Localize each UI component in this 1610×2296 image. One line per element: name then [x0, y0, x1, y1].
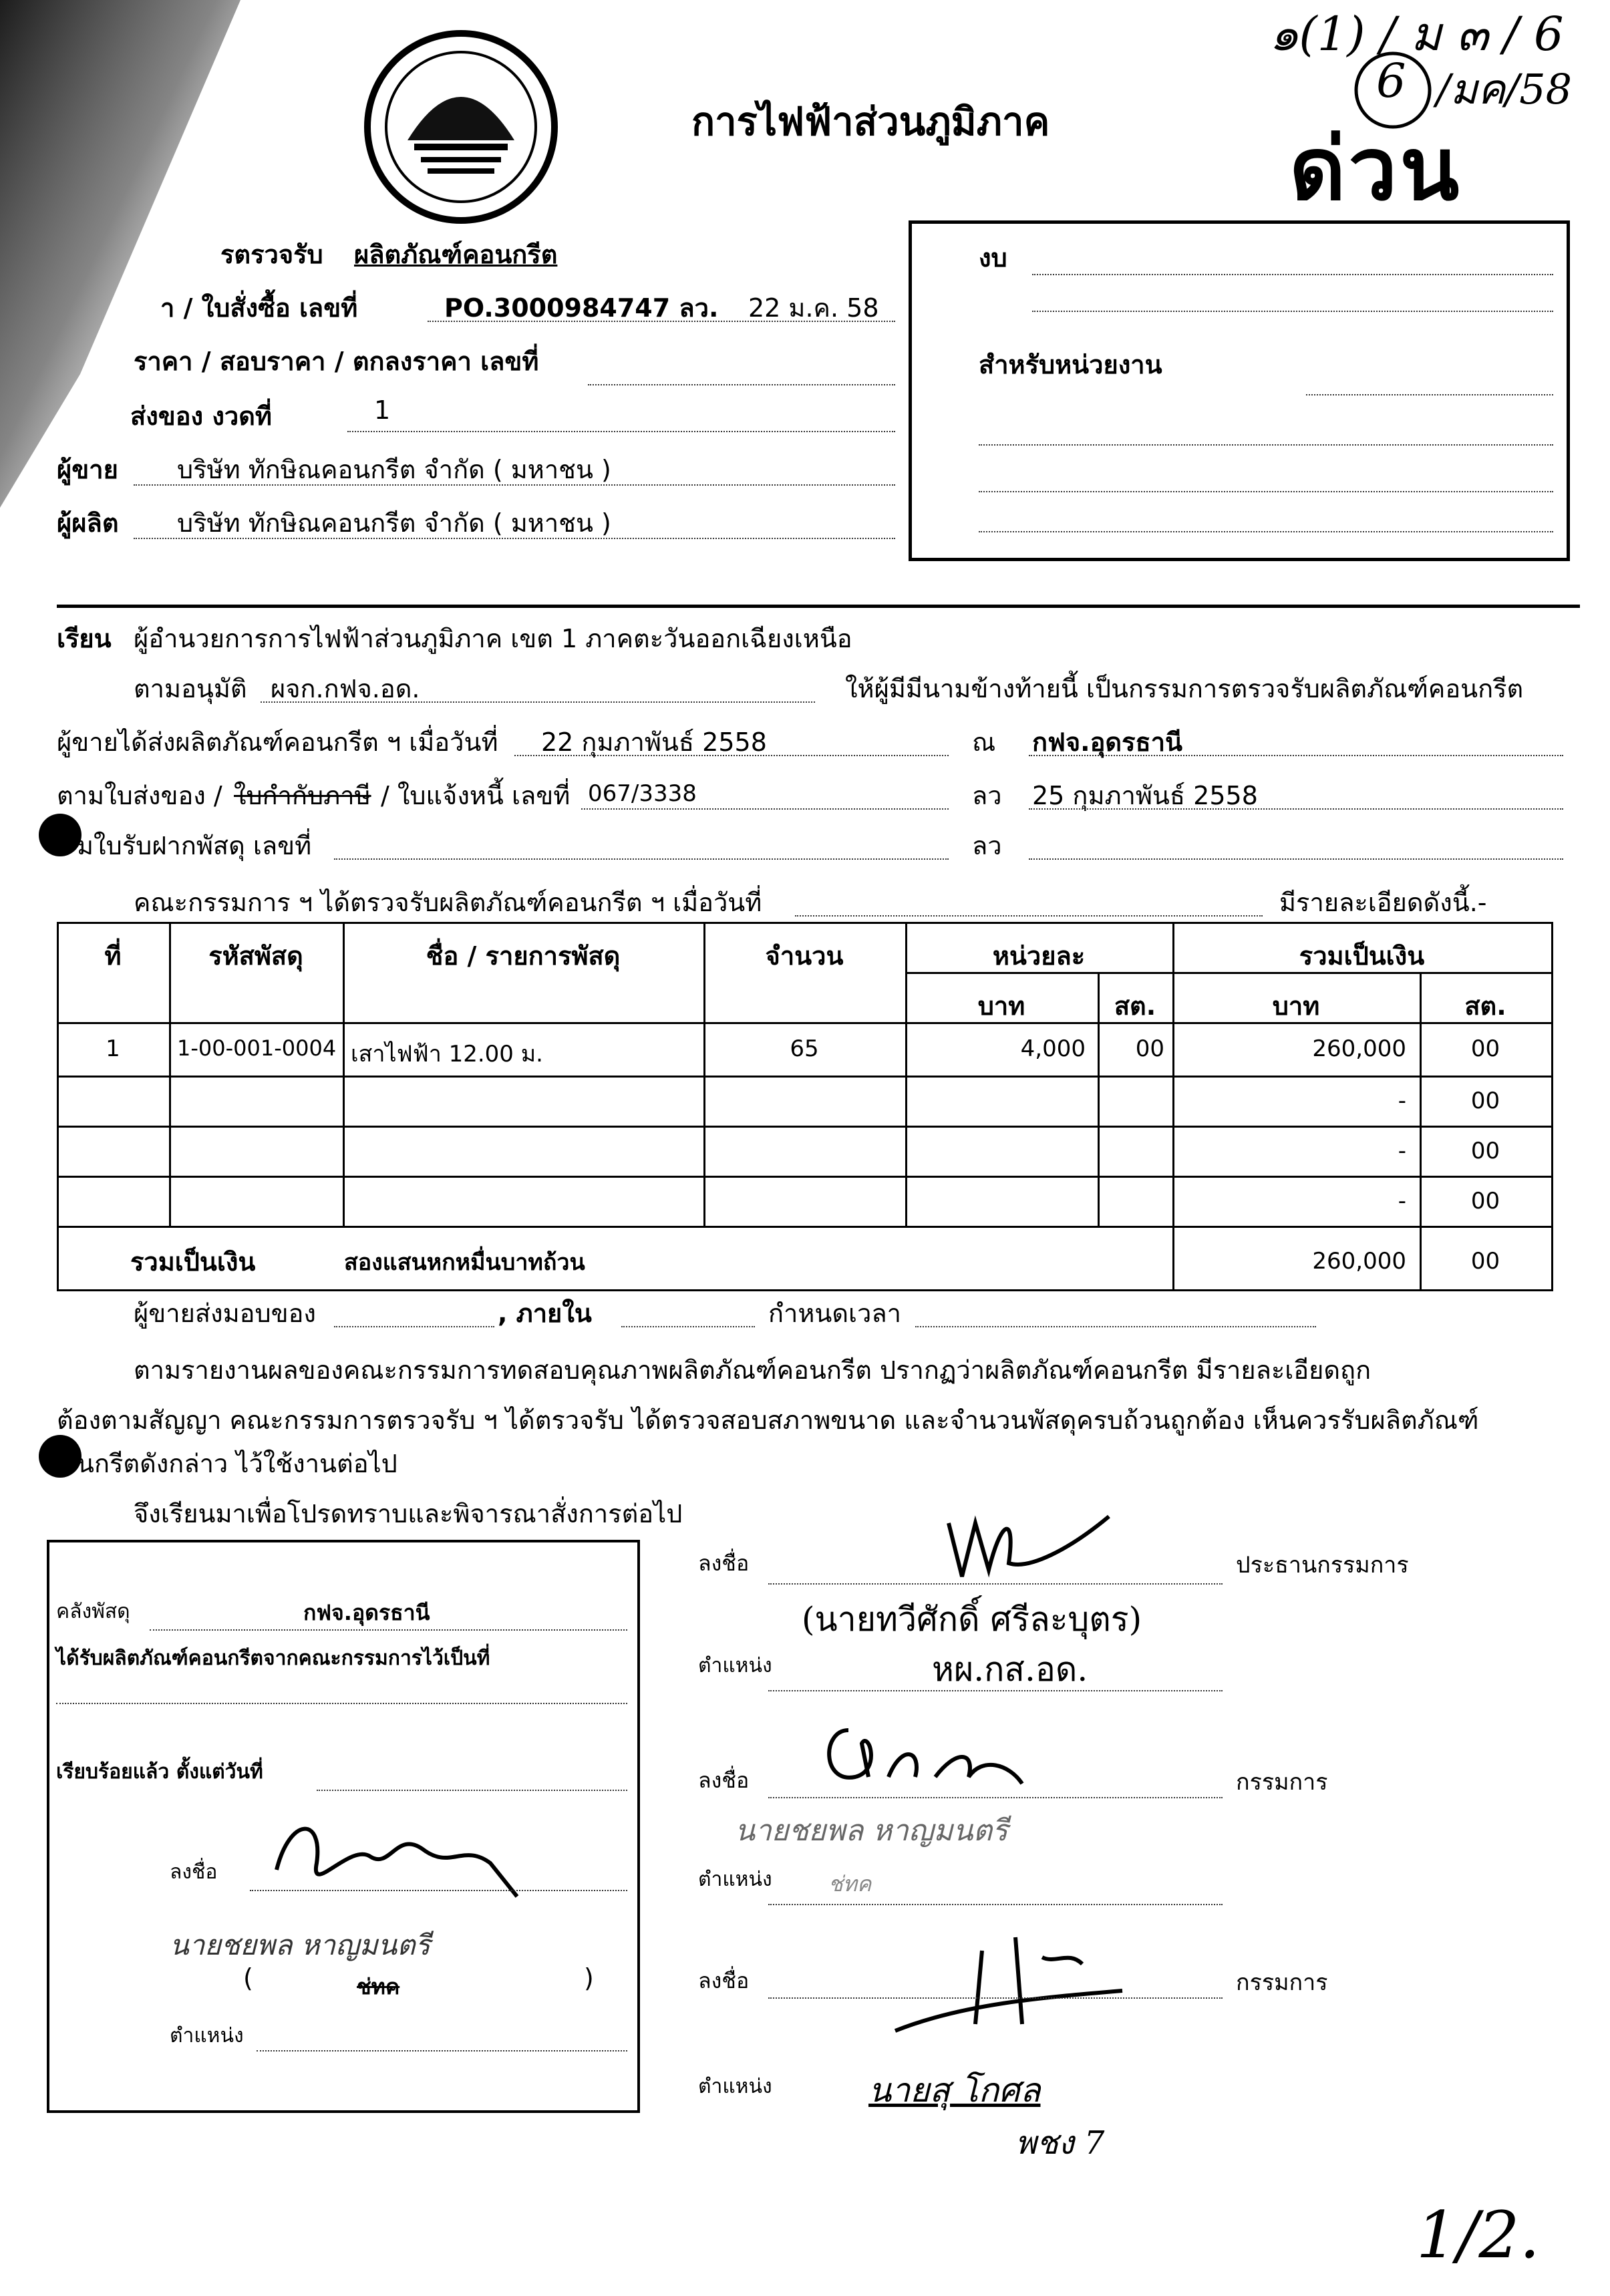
since-text: เรียบร้อยแล้ว ตั้งแต่วันที่	[56, 1760, 263, 1784]
handwritten-urgent: ด่วน	[1289, 118, 1462, 220]
name-2: นายชยพล หาญมนตรี	[735, 1814, 1008, 1848]
sum-words: สองแสนหกหมื่นบาทถ้วน	[344, 1249, 585, 1276]
cell-qty: 65	[790, 1035, 819, 1062]
cell-code: 1-00-001-0004	[177, 1035, 337, 1061]
para-2: ต้องตามสัญญา คณะกรรมการตรวจรับ ฯ ได้ตรวจรับ ได้ตรวจสอบสภาพขนาด และจำนวนพัสดุครบถ้วนถูกต้อง เห็นควรรับผลิตภัณฑ์	[57, 1406, 1479, 1435]
pos-label-3: ตำแหน่ง	[698, 2075, 772, 2098]
handwritten-ref: ๑(1) / ม ๓ / 6	[1269, 7, 1564, 61]
signature-1	[935, 1496, 1136, 1590]
delivery-label: ผู้ขายส่งมอบของ	[134, 1299, 316, 1328]
cell-price-satang: 00	[1135, 1035, 1164, 1062]
installment: 1	[374, 395, 391, 425]
items-table	[57, 922, 1553, 1289]
role-1: ประธานกรรมการ	[1236, 1552, 1409, 1579]
signature-3	[882, 1924, 1162, 2044]
cell-total-satang: 00	[1470, 1088, 1500, 1114]
para-3: นกรีตดังกล่าว ไว้ใช้งานต่อไป	[77, 1449, 397, 1478]
received-text: ได้รับผลิตภัณฑ์คอนกรีตจากคณะกรรมการไว้เป็นที่	[56, 1647, 490, 1670]
details-text: มีรายละเอียดดังนี้.-	[1279, 888, 1487, 917]
invoice-suffix: / ใบแจ้งหนี้ เลขที่	[381, 781, 571, 810]
maker-name: บริษัท ทักษิณคอนกรีต จำกัด ( มหาชน )	[177, 508, 611, 538]
th-satang: สต.	[1114, 991, 1156, 1021]
sign-label-2: ลงชื่อ	[698, 1768, 750, 1793]
sum-satang: 00	[1470, 1248, 1500, 1275]
po-label: า / ใบสั่งซื้อ เลขที่	[160, 293, 358, 323]
to-label: เรียน	[57, 624, 112, 653]
budget-label: งบ	[979, 243, 1007, 273]
inspect-text: คณะกรรมการ ฯ ได้ตรวจรับผลิตภัณฑ์คอนกรีต ฯ เมื่อวันที่	[134, 888, 762, 917]
storage-box	[47, 1540, 640, 2113]
cell-price-baht: 4,000	[1020, 1035, 1086, 1062]
th-satang-2: สต.	[1464, 991, 1506, 1021]
dated-label: ลว	[972, 781, 1002, 810]
signature-2	[808, 1703, 1089, 1804]
role-2: กรรมการ	[1236, 1769, 1328, 1796]
store-paren-close: )	[584, 1963, 594, 1993]
cell-name: เสาไฟฟ้า 12.00 ม.	[351, 1041, 543, 1068]
agency-box	[909, 220, 1570, 561]
handwritten-date: /มค/58	[1436, 65, 1573, 114]
form-title-prefix: รตรวจรับ	[220, 240, 323, 269]
to-text: ผู้อำนวยการการไฟฟ้าส่วนภูมิภาค เขต 1 ภาคตะวันออกเฉียงเหนือ	[134, 624, 852, 653]
po-number: PO.3000984747 ลว.	[444, 293, 719, 323]
pos-1: หผ.กส.อด.	[932, 1650, 1088, 1689]
pos-3b: พชง 7	[1015, 2124, 1105, 2162]
sent-label: ผู้ขายได้ส่งผลิตภัณฑ์คอนกรีต ฯ เมื่อวันที่	[57, 727, 498, 757]
cell-total-baht: -	[1398, 1088, 1406, 1114]
pos-label-1: ตำแหน่ง	[698, 1654, 772, 1677]
name-1: (นายทวีศักดิ์ ศรีละบุตร)	[802, 1600, 1142, 1639]
store-signer-title: ช่ทค	[357, 1974, 400, 1999]
cell-no: 1	[106, 1035, 120, 1062]
seller-name: บริษัท ทักษิณคอนกรีต จำกัด ( มหาชน )	[177, 455, 611, 484]
approval-by: ผจก.กฟจ.อด.	[271, 674, 420, 703]
dated-label-2: ลว	[972, 831, 1002, 860]
sum-label: รวมเป็นเงิน	[130, 1247, 256, 1277]
th-baht-2: บาท	[1272, 991, 1320, 1021]
pea-logo	[361, 27, 561, 227]
invoice-strike: ใบกำกับภาษี	[234, 781, 371, 810]
deposit-label: มใบรับฝากพัสดุ เลขที่	[77, 831, 312, 860]
store-sign-label: ลงชื่อ	[170, 1860, 218, 1884]
cell-total-baht: 260,000	[1312, 1035, 1406, 1062]
invoice-no: 067/3338	[588, 780, 697, 807]
cell-total-satang: 00	[1470, 1138, 1500, 1164]
seller-label: ผู้ขาย	[57, 455, 118, 484]
pos-2: ช่ทค	[828, 1871, 872, 1897]
at-place: กฟจ.อุดรธานี	[1032, 727, 1183, 757]
at-label: ณ	[972, 727, 996, 757]
within-label: , ภายใน	[498, 1299, 592, 1328]
role-3: กรรมการ	[1236, 1969, 1328, 1996]
th-qty: จำนวน	[765, 941, 844, 971]
th-baht: บาท	[977, 991, 1025, 1021]
sign-label-3: ลงชื่อ	[698, 1968, 750, 1993]
para-4: จึงเรียนมาเพื่อโปรดทราบและพิจารณาสั่งการต่อไป	[134, 1499, 683, 1528]
committee-text: ให้ผู้มีมีนามข้างท้ายนี้ เป็นกรรมการตรวจรับผลิตภัณฑ์คอนกรีต	[845, 674, 1524, 703]
deadline-label: กำหนดเวลา	[768, 1299, 901, 1328]
th-no: ที่	[104, 941, 122, 971]
store-signature	[263, 1803, 544, 1910]
maker-label: ผู้ผลิต	[57, 508, 119, 538]
para-1: ตามรายงานผลของคณะกรรมการทดสอบคุณภาพผลิตภัณฑ์คอนกรีต ปรากฏว่าผลิตภัณฑ์คอนกรีต มีรายละเอียดถูก	[134, 1355, 1372, 1385]
store-name: กฟจ.อุดรธานี	[303, 1600, 430, 1625]
pos-label-2: ตำแหน่ง	[698, 1868, 772, 1891]
page-number: 1/2.	[1416, 2198, 1541, 2273]
sum-baht: 260,000	[1312, 1248, 1406, 1275]
handwritten-circle-num: 6	[1376, 53, 1406, 108]
store-pos-label: ตำแหน่ง	[170, 2024, 244, 2047]
store-signer-name: นายชยพล หาญมนตรี	[170, 1929, 431, 1961]
th-name: ชื่อ / รายการพัสดุ	[426, 941, 621, 971]
pos-3: นายสุ โกศล	[868, 2071, 1041, 2110]
th-total: รวมเป็นเงิน	[1299, 941, 1425, 971]
cell-total-satang: 00	[1470, 1035, 1500, 1062]
sign-label-1: ลงชื่อ	[698, 1550, 750, 1576]
delivery-label: ส่งของ งวดที่	[130, 401, 272, 431]
form-title-product: ผลิตภัณฑ์คอนกรีต	[354, 240, 558, 269]
invoice-date: 25 กุมภาพันธ์ 2558	[1032, 781, 1258, 810]
store-paren-open: (	[243, 1963, 253, 1993]
price-label: ราคา / สอบราคา / ตกลงราคา เลขที่	[134, 347, 539, 376]
store-label: คลังพัสดุ	[56, 1600, 130, 1623]
th-code: รหัสพัสดุ	[208, 941, 303, 971]
cell-total-baht: -	[1398, 1138, 1406, 1164]
th-unit-price: หน่วยละ	[992, 941, 1086, 971]
unit-label: สำหรับหน่วยงาน	[979, 350, 1162, 379]
cell-total-baht: -	[1398, 1188, 1406, 1214]
cell-total-satang: 00	[1470, 1188, 1500, 1214]
sent-date: 22 กุมภาพันธ์ 2558	[541, 727, 767, 757]
org-name: การไฟฟ้าส่วนภูมิภาค	[691, 99, 1050, 144]
invoice-prefix: ตามใบส่งของ /	[57, 781, 222, 810]
po-date: 22 ม.ค. 58	[748, 293, 879, 323]
approval-label: ตามอนุมัติ	[134, 674, 247, 703]
